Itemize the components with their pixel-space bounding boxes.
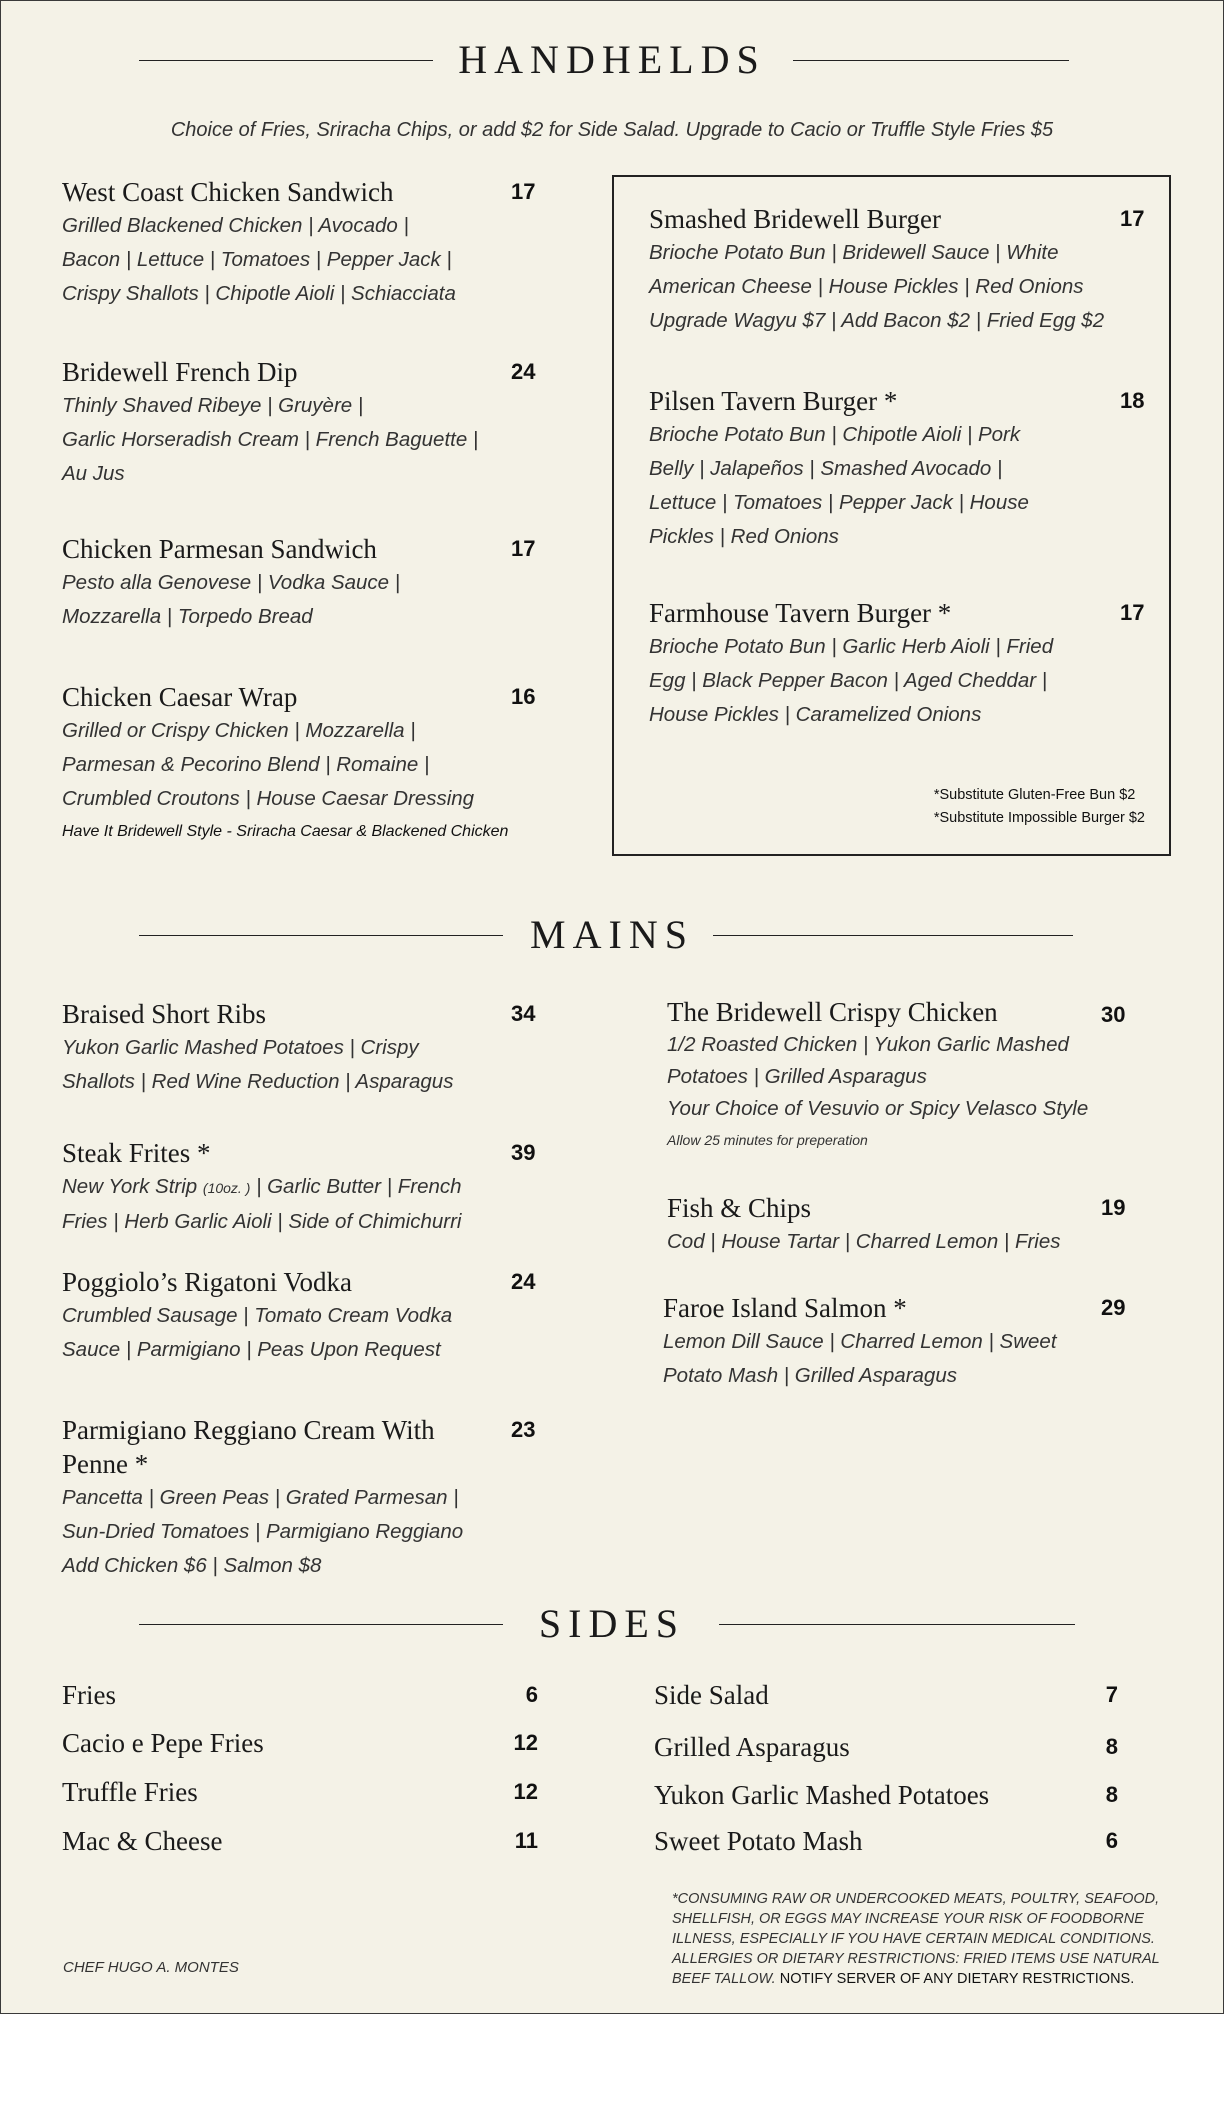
side-item-name: Fries [62, 1680, 116, 1710]
side-item-name: Cacio e Pepe Fries [62, 1728, 264, 1758]
menu-item [62, 1265, 542, 1367]
side-item-name: Truffle Fries [62, 1777, 198, 1807]
item-price: 23 [511, 1417, 536, 1442]
side-item-price: 8 [1105, 1782, 1118, 1807]
disclaimer-line: *CONSUMING RAW OR UNDERCOOKED MEATS, POULTRY, SEAFOOD, [672, 1891, 1160, 1907]
handhelds-subtitle: Choice of Fries, Sriracha Chips, or add $2 for Side Salad. Upgrade to Cacio or Truffle Style Fries $5 [170, 119, 1054, 141]
item-description: Belly | Jalapeños | Smashed Avocado | [649, 457, 1003, 480]
item-description: Brioche Potato Bun | Garlic Herb Aioli | Fried [649, 635, 1054, 658]
menu-item [62, 355, 542, 491]
side-item-price: 6 [525, 1682, 538, 1707]
item-description: Parmesan & Pecorino Blend | Romaine | [62, 753, 430, 776]
item-description: Thinly Shaved Ribeye | Gruyère | [62, 394, 364, 417]
item-description: Your Choice of Vesuvio or Spicy Velasco Style [667, 1097, 1089, 1120]
dietary-notice: NOTIFY SERVER OF ANY DIETARY RESTRICTIONS. [775, 1971, 1135, 1987]
item-price: 24 [511, 359, 536, 384]
item-description: Brioche Potato Bun | Chipotle Aioli | Pork [649, 423, 1021, 446]
item-description: Sauce | Parmigiano | Peas Upon Request [62, 1338, 441, 1361]
disclaimer-part: BEEF TALLOW. [672, 1971, 776, 1987]
menu-item [649, 202, 1149, 338]
item-price: 17 [1120, 600, 1145, 625]
disclaimer-line [672, 1969, 1192, 1989]
item-description: Fries | Herb Garlic Aioli | Side of Chimichurri [62, 1210, 462, 1233]
item-description: Lemon Dill Sauce | Charred Lemon | Sweet [663, 1330, 1057, 1353]
item-name: The Bridewell Crispy Chicken [667, 997, 998, 1027]
disclaimer-line: ALLERGIES OR DIETARY RESTRICTIONS: FRIED ITEMS USE NATURAL [672, 1951, 1160, 1967]
item-description: Grilled or Crispy Chicken | Mozzarella | [62, 719, 416, 742]
item-description: Pancetta | Green Peas | Grated Parmesan | [62, 1486, 459, 1509]
item-name: Chicken Caesar Wrap [62, 682, 298, 712]
item-price: 29 [1101, 1295, 1126, 1320]
side-item-name: Grilled Asparagus [654, 1732, 850, 1762]
item-name: Parmigiano Reggiano Cream With [62, 1415, 435, 1445]
disclaimer-line: SHELLFISH, OR EGGS MAY INCREASE YOUR RISK OF FOODBORNE [672, 1911, 1144, 1927]
side-item-price: 12 [513, 1779, 538, 1804]
item-description: Crumbled Croutons | House Caesar Dressing [62, 787, 475, 810]
item-name: Fish & Chips [667, 1193, 812, 1223]
disclaimer-line: ILLNESS, ESPECIALLY IF YOU HAVE CERTAIN MEDICAL CONDITIONS. [672, 1931, 1155, 1947]
menu-item [62, 1413, 542, 1583]
item-description: Shallots | Red Wine Reduction | Asparagus [62, 1070, 454, 1093]
item-price: 39 [511, 1140, 536, 1165]
item-price: 17 [1120, 206, 1145, 231]
chef-credit: CHEF HUGO A. MONTES [63, 1959, 239, 1976]
side-item-name: Yukon Garlic Mashed Potatoes [654, 1780, 990, 1810]
item-description: Crispy Shallots | Chipotle Aioli | Schiacciata [62, 282, 456, 305]
burger-box [612, 175, 1171, 856]
menu-item [62, 175, 542, 311]
item-price: 17 [511, 179, 536, 204]
item-description: Yukon Garlic Mashed Potatoes | Crispy [62, 1036, 419, 1059]
item-description [62, 1170, 542, 1205]
menu-item [663, 1291, 1137, 1393]
item-description: American Cheese | House Pickles | Red Onions [649, 275, 1084, 298]
side-item-price: 12 [513, 1730, 538, 1755]
item-price: 16 [511, 684, 536, 709]
substitutions-note [934, 784, 1145, 830]
sides-header [1, 1594, 1223, 1654]
side-item-name: Sweet Potato Mash [654, 1826, 863, 1856]
menu-item [649, 384, 1149, 554]
item-name: Smashed Bridewell Burger [649, 204, 941, 234]
item-description: Crumbled Sausage | Tomato Cream Vodka [62, 1304, 453, 1327]
item-description: Pickles | Red Onions [649, 525, 839, 548]
item-description: Bacon | Lettuce | Tomatoes | Pepper Jack | [62, 248, 452, 271]
item-description: Potatoes | Grilled Asparagus [667, 1065, 927, 1088]
item-description: Mozzarella | Torpedo Bread [62, 605, 313, 628]
item-name: Bridewell French Dip [62, 357, 298, 387]
item-description: Upgrade Wagyu $7 | Add Bacon $2 | Fried Egg $2 [649, 309, 1105, 332]
desc-part: New York Strip [62, 1175, 203, 1198]
item-name: Penne * [62, 1449, 149, 1479]
section-title-mains: MAINS [530, 912, 694, 957]
side-item-name: Mac & Cheese [62, 1826, 223, 1856]
side-item-price: 11 [514, 1828, 538, 1853]
substitution-line: *Substitute Impossible Burger $2 [933, 810, 1145, 826]
side-item-name: Side Salad [654, 1680, 769, 1710]
menu-item [62, 997, 542, 1099]
item-note: Have It Bridewell Style - Sriracha Caesar & Blackened Chicken [62, 823, 509, 840]
side-item-price: 6 [1105, 1828, 1118, 1853]
item-name: Braised Short Ribs [62, 999, 267, 1029]
item-price: 24 [511, 1269, 536, 1294]
item-price: 34 [511, 1001, 536, 1026]
item-description: Potato Mash | Grilled Asparagus [663, 1364, 957, 1387]
menu-item [62, 680, 552, 846]
item-note: Allow 25 minutes for preperation [667, 1132, 868, 1148]
item-price: 17 [511, 536, 536, 561]
item-name: West Coast Chicken Sandwich [62, 177, 394, 207]
section-title-sides: SIDES [538, 1601, 686, 1646]
item-name: Steak Frites * [62, 1138, 211, 1168]
item-price: 18 [1120, 388, 1145, 413]
item-description: Brioche Potato Bun | Bridewell Sauce | White [649, 241, 1059, 264]
item-description: House Pickles | Caramelized Onions [649, 703, 982, 726]
menu-item [62, 1136, 542, 1239]
item-description: Sun-Dried Tomatoes | Parmigiano Reggiano [62, 1520, 464, 1543]
item-name: Faroe Island Salmon * [663, 1293, 907, 1323]
item-description: Lettuce | Tomatoes | Pepper Jack | House [649, 491, 1029, 514]
item-description: 1/2 Roasted Chicken | Yukon Garlic Mashed [667, 1033, 1069, 1056]
disclaimer [672, 1889, 1192, 1989]
item-name: Chicken Parmesan Sandwich [62, 534, 377, 564]
menu-item [62, 532, 542, 634]
item-description: Au Jus [62, 462, 125, 485]
menu-item [667, 995, 1137, 1151]
item-name: Farmhouse Tavern Burger * [649, 598, 952, 628]
item-name: Pilsen Tavern Burger * [649, 386, 898, 416]
item-name: Poggiolo’s Rigatoni Vodka [62, 1267, 353, 1297]
item-description: Add Chicken $6 | Salmon $8 [62, 1554, 322, 1577]
handhelds-header [1, 30, 1223, 90]
mains-header [1, 905, 1223, 965]
side-item-price: 8 [1105, 1734, 1118, 1759]
side-item-price: 7 [1105, 1682, 1118, 1707]
item-price: 19 [1101, 1195, 1126, 1220]
item-description: Garlic Horseradish Cream | French Baguette | [62, 428, 479, 451]
substitution-line: *Substitute Gluten-Free Bun $2 [933, 787, 1136, 803]
desc-part: | Garlic Butter | French [250, 1175, 462, 1198]
item-price: 30 [1101, 1002, 1126, 1027]
item-description: Grilled Blackened Chicken | Avocado | [62, 214, 409, 237]
item-description: Egg | Black Pepper Bacon | Aged Cheddar | [649, 669, 1048, 692]
item-description: Cod | House Tartar | Charred Lemon | Fries [667, 1230, 1061, 1253]
item-description: Pesto alla Genovese | Vodka Sauce | [62, 571, 401, 594]
menu-item [649, 596, 1149, 732]
section-title-handhelds: HANDHELDS [458, 37, 766, 82]
menu-item [667, 1191, 1137, 1259]
portion-size: (10oz. ) [202, 1180, 251, 1196]
